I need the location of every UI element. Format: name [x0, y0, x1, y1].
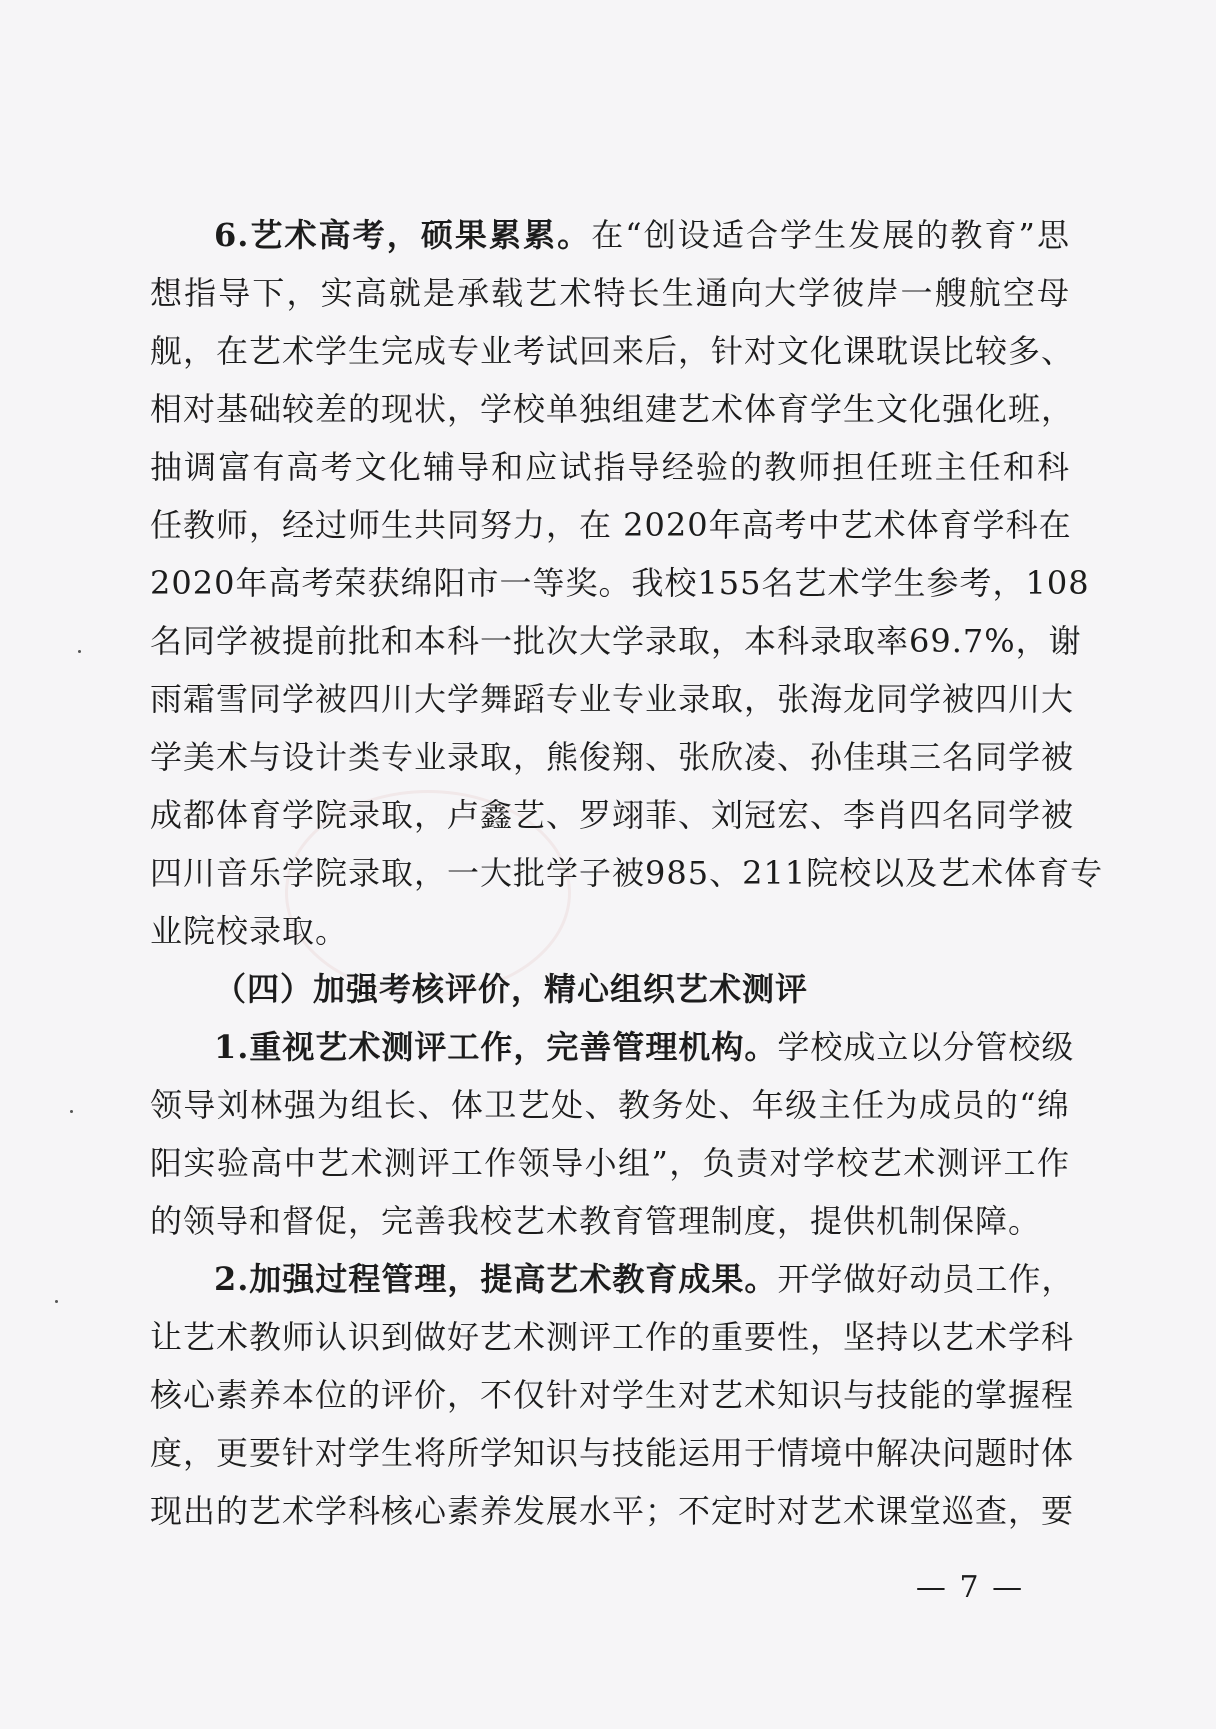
paragraph-6-line: 四川音乐学院录取，一大批学子被985、211院校以及艺术体育专: [150, 854, 1104, 892]
paragraph-6-line: 雨霜雪同学被四川大学舞蹈专业专业录取，张海龙同学被四川大: [150, 680, 1075, 718]
paragraph-6-line: 抽调富有高考文化辅导和应试指导经验的教师担任班主任和科: [150, 448, 1070, 486]
paragraph-6-line: 舰，在艺术学生完成专业考试回来后，针对文化课耽误比较多、: [150, 332, 1075, 370]
item-2-line: 度，更要针对学生将所学知识与技能运用于情境中解决问题时体: [150, 1434, 1075, 1472]
paragraph-6-line: 6.艺术高考，硕果累累。在“创设适合学生发展的教育”思: [214, 216, 1070, 254]
item-2-heading: 2.加强过程管理，提高艺术教育成果。: [214, 1260, 778, 1298]
paragraph-6-line: 业院校录取。: [150, 912, 349, 950]
item-1-line: 1.重视艺术测评工作，完善管理机构。学校成立以分管校级: [214, 1028, 1075, 1066]
scan-speck: [70, 1110, 73, 1113]
body-text: [150, 206, 1104, 1540]
scan-speck: [55, 1300, 58, 1303]
scan-speck: [78, 650, 81, 653]
item-2-line: 现出的艺术学科核心素养发展水平；不定时对艺术课堂巡查，要: [150, 1492, 1075, 1530]
item-2-line: 2.加强过程管理，提高艺术教育成果。开学做好动员工作，: [214, 1260, 1075, 1298]
item-2-line: 让艺术教师认识到做好艺术测评工作的重要性，坚持以艺术学科: [150, 1318, 1075, 1356]
item-1-heading: 1.重视艺术测评工作，完善管理机构。: [214, 1028, 778, 1066]
paragraph-6-line: 任教师，经过师生共同努力，在 2020年高考中艺术体育学科在: [150, 506, 1072, 544]
item-1-line: 领导刘林强为组长、体卫艺处、教务处、年级主任为成员的“绵: [150, 1086, 1070, 1124]
paragraph-6-line: 成都体育学院录取，卢鑫艺、罗翊菲、刘冠宏、李肖四名同学被: [150, 796, 1075, 834]
paragraph-6-line: 相对基础较差的现状，学校单独组建艺术体育学生文化强化班，: [150, 390, 1075, 428]
paragraph-6-line: 2020年高考荣获绵阳市一等奖。我校155名艺术学生参考，108: [150, 564, 1090, 602]
item-2-line: 核心素养本位的评价，不仅针对学生对艺术知识与技能的掌握程: [150, 1376, 1075, 1414]
page-number: — 7 —: [915, 1570, 1025, 1605]
paragraph-6-heading: 6.艺术高考，硕果累累。: [214, 216, 592, 254]
item-1-line: 阳实验高中艺术测评工作领导小组”，负责对学校艺术测评工作: [150, 1144, 1070, 1182]
paragraph-6-line: 学美术与设计类专业录取，熊俊翔、张欣凌、孙佳琪三名同学被: [150, 738, 1075, 776]
paragraph-6-line: 名同学被提前批和本科一批次大学录取，本科录取率69.7%，谢: [150, 622, 1082, 660]
section-4-title: （四）加强考核评价，精心组织艺术测评: [214, 970, 809, 1008]
item-1-line: 的领导和督促，完善我校艺术教育管理制度，提供机制保障。: [150, 1202, 1042, 1240]
paragraph-6-line: 想指导下，实高就是承载艺术特长生通向大学彼岸一艘航空母: [150, 274, 1070, 312]
